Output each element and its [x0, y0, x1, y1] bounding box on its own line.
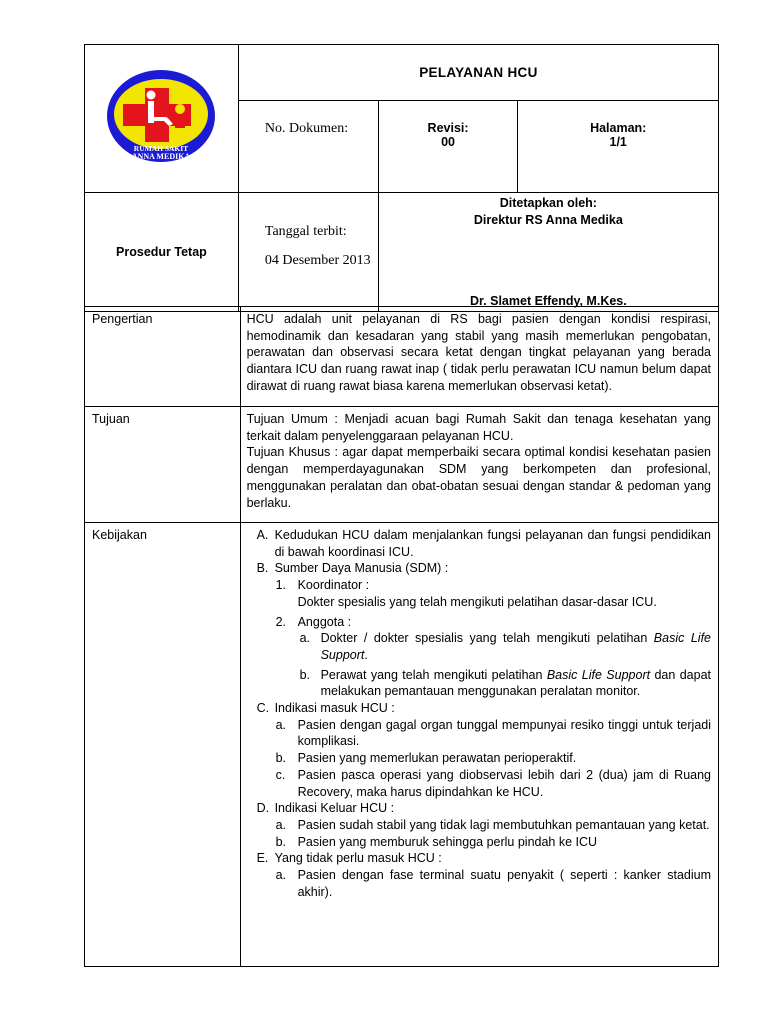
- document-header-table: [84, 44, 719, 312]
- policy-item-text: Kedudukan HCU dalam menjalankan fungsi pelayanan dan fungsi pendidikan di bawah koordinasi ICU.: [274, 528, 711, 559]
- policy-subitem-marker: a.: [275, 817, 287, 832]
- policy-subitem-marker: a.: [275, 717, 287, 732]
- specific-goal-text: Tujuan Khusus : agar dapat memperbaiki secara optimal kondisi kesehatan pasien dengan memperdayagunakan SDM yang berkompeten dan profesional, menggunakan peralatan dan obat-obatan sesuai dengan standar & pedoman yang berlaku.: [246, 445, 711, 510]
- policy-item-marker: C.: [256, 701, 270, 716]
- policy-subitem-emphasis: Basic Life Support: [546, 667, 651, 682]
- policy-item-e: [247, 850, 711, 867]
- policy-label: Kebijakan: [85, 523, 241, 967]
- logo-text-line2: ANNA MEDIKA: [132, 152, 191, 161]
- policy-subitem-ca: [247, 717, 711, 750]
- policy-subitem-b1: [247, 577, 711, 594]
- goal-row: [85, 407, 719, 523]
- hospital-logo: [105, 68, 217, 164]
- policy-item-marker: E.: [256, 851, 269, 866]
- policy-item-marker: B.: [256, 561, 269, 576]
- policy-subitem-text-end: dan dapat melakukan pemantauan menggunakan peralatan monitor.: [320, 667, 711, 699]
- policy-subitem-marker: b.: [299, 667, 311, 682]
- policy-subitem-text: Anggota :: [297, 614, 352, 629]
- policy-subitem-marker: b.: [275, 751, 287, 766]
- policy-item-a: [247, 527, 711, 560]
- policy-item-b: [247, 560, 711, 577]
- policy-item-marker: D.: [256, 801, 270, 816]
- policy-subitem-cc: [247, 767, 711, 800]
- issue-date-label: Tanggal terbit:: [264, 224, 347, 239]
- policy-item-marker: A.: [256, 528, 269, 542]
- policy-subitem-text: Pasien yang memburuk sehingga perlu pindah ke ICU: [297, 834, 598, 849]
- policy-subitem-text: Koordinator :: [297, 578, 370, 593]
- approved-by-title: Direktur RS Anna Medika: [473, 213, 623, 227]
- policy-subitem-marker: 1.: [275, 578, 287, 593]
- policy-item-text: Yang tidak perlu masuk HCU :: [274, 851, 442, 866]
- definition-row: [85, 307, 719, 407]
- policy-subitem-text: Pasien yang memerlukan perawatan perioperaktif.: [297, 751, 577, 766]
- approved-by-label: Ditetapkan oleh:: [499, 196, 597, 210]
- policy-subitem-marker: a.: [275, 868, 287, 883]
- document-title: PELAYANAN HCU: [238, 45, 718, 101]
- revision-label: Revisi:: [427, 121, 469, 135]
- policy-subitem-b2: [247, 614, 711, 631]
- policy-subitem-db: [247, 834, 711, 851]
- approval-cell: [378, 193, 718, 312]
- policy-subitem-marker: 2.: [275, 614, 287, 629]
- goal-content: [240, 407, 718, 523]
- policy-item-text: Indikasi masuk HCU :: [274, 701, 395, 716]
- policy-subitem-marker: c.: [275, 767, 286, 782]
- procedure-type: Prosedur Tetap: [85, 193, 239, 312]
- logo-text-line1: RUMAH SAKIT: [134, 144, 189, 153]
- policy-subitem-b2a: [247, 630, 711, 663]
- definition-text: HCU adalah unit pelayanan di RS bagi pasien dengan kondisi respirasi, hemodinamik dan kesadaran yang stabil yang masih memerlukan pengobatan, perawatan dan observasi secara ketat dengan tingkat pelayanan yang berada diantara ICU dan ruang rawat inap ( tidak perlu perawatan ICU namun belum dapat dirawat di ruang rawat biasa karena memerlukan observasi ketat).: [240, 307, 718, 407]
- policy-content: [240, 523, 718, 967]
- issue-date-value: 04 Desember 2013: [264, 253, 371, 268]
- policy-subitem-text: Pasien sudah stabil yang tidak lagi membutuhkan pemantauan yang ketat.: [297, 817, 710, 832]
- page-cell: [518, 101, 719, 193]
- policy-item-d: [247, 800, 711, 817]
- policy-item-c: [247, 700, 711, 717]
- general-goal-text: Tujuan Umum : Menjadi acuan bagi Rumah Sakit dan tenaga kesehatan yang terkait dalam penyelenggaraan pelayanan HCU.: [246, 412, 711, 443]
- policy-subitem-text-end: .: [364, 647, 368, 662]
- signatory-name: Dr. Slamet Effendy, M.Kes.: [469, 294, 627, 308]
- policy-subitem-text: Perawat yang telah mengikuti pelatihan: [320, 667, 547, 682]
- definition-label: Pengertian: [85, 307, 241, 407]
- policy-subitem-cb: [247, 750, 711, 767]
- policy-subitem-ea: [247, 867, 711, 900]
- logo-cell: [85, 45, 239, 193]
- issue-date-cell: [238, 193, 378, 312]
- revision-value: 00: [441, 135, 455, 149]
- policy-subitem-da: [247, 817, 711, 834]
- policy-subitem-b2b: [247, 667, 711, 700]
- policy-subitem-marker: a.: [299, 631, 311, 646]
- page-label: Halaman:: [590, 121, 647, 135]
- document-number-label: No. Dokumen:: [238, 101, 378, 193]
- policy-row: [85, 523, 719, 967]
- policy-item-text: Sumber Daya Manusia (SDM) :: [274, 561, 449, 576]
- policy-subitem-b1-description: Dokter spesialis yang telah mengikuti pelatihan dasar-dasar ICU.: [297, 594, 657, 609]
- policy-subitem-marker: b.: [275, 834, 287, 849]
- policy-item-text: Indikasi Keluar HCU :: [274, 801, 395, 816]
- policy-subitem-text: Dokter / dokter spesialis yang telah mengikuti pelatihan: [320, 631, 654, 646]
- policy-subitem-text: Pasien pasca operasi yang diobservasi lebih dari 2 (dua) jam di Ruang Recovery, maka harus dipindahkan ke HCU.: [297, 767, 711, 799]
- policy-subitem-text: Pasien dengan fase terminal suatu penyakit ( seperti : kanker stadium akhir).: [297, 868, 711, 899]
- goal-label: Tujuan: [85, 407, 241, 523]
- page-value: 1/1: [609, 135, 627, 149]
- policy-subitem-text: Pasien dengan gagal organ tunggal mempunyai resiko tinggi untuk terjadi komplikasi.: [297, 717, 711, 749]
- procedure-content-table: [84, 306, 719, 967]
- revision-cell: [378, 101, 518, 193]
- policy-subitem-emphasis: Basic Life Support: [320, 631, 711, 662]
